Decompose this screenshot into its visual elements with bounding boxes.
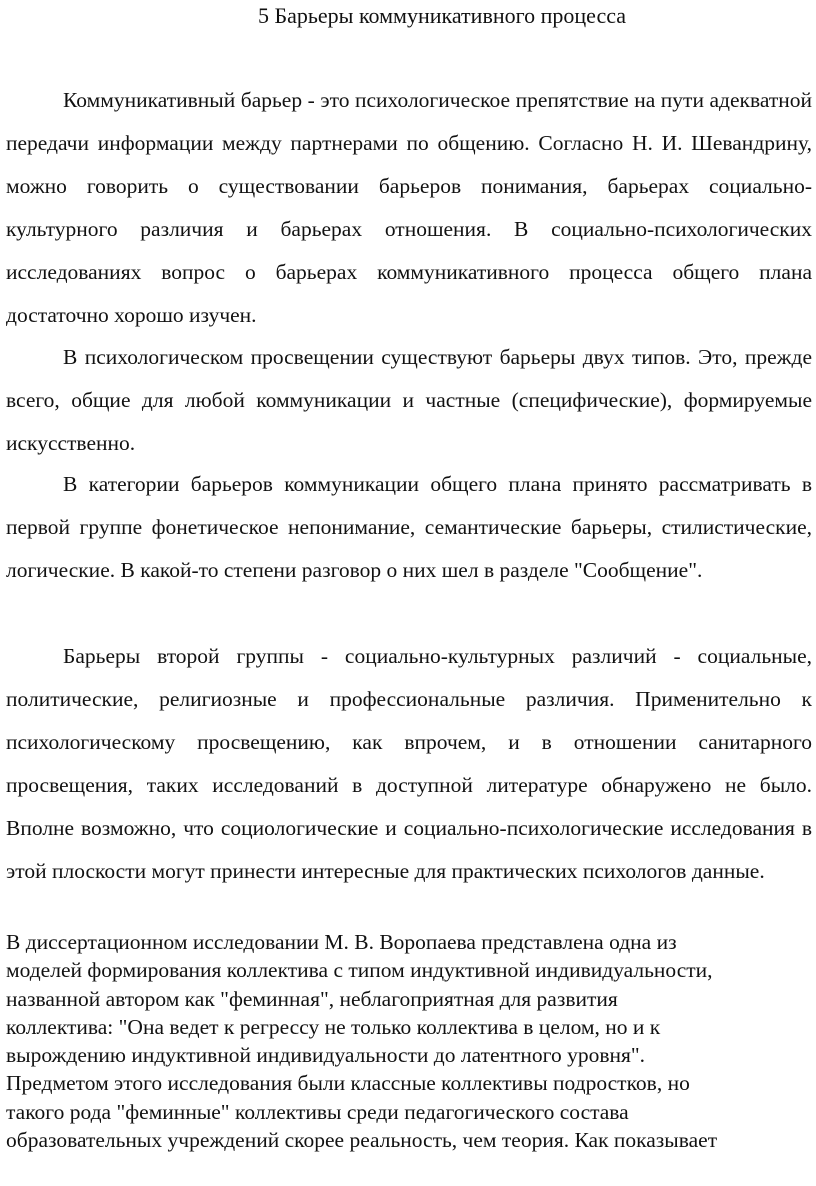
text-line: Предметом этого исследования были классные коллективы подростков, но	[6, 1071, 690, 1096]
text-line: коллектива: "Она ведет к регрессу не только коллектива в целом, но и к	[6, 1014, 661, 1039]
paragraph-general-barriers: В категории барьеров коммуникации общего плана принято рассматривать в первой группе фонетическое непонимание, семантические барьеры, стилистические, логические. В какой-то степени разговор о них шел в разделе "Сообщение".	[6, 472, 812, 582]
paragraph-sociocultural-barriers: Барьеры второй группы - социально-культурных различий - социальные, политические, религиозные и профессиональные различия. Применительно к психологическому просвещению, как впрочем, и в отношении санитарного просвещения, таких исследований в доступной литературе обнаружено не было. Вполне возможно, что социологические и социально-психологические исследования в этой плоскости могут принести интересные для практических психологов данные.	[6, 644, 812, 883]
text-line: вырождению индуктивной индивидуальности до латентного уровня".	[6, 1043, 646, 1068]
page-title: 5 Барьеры коммуникативного процесса	[257, 3, 627, 28]
text-line: такого рода "феминные" коллективы среди педагогического состава	[6, 1099, 629, 1124]
text-line: названной автором как "феминная", неблагоприятная для развития	[6, 986, 618, 1011]
paragraph-communicative-barrier: Коммуникативный барьер - это психологическое препятствие на пути адекватной передачи информации между партнерами по общению. Согласно Н. И. Шевандрину, можно говорить о существовании барьеров понимания, барьерах социально-культурного различия и барьерах отношения. В социально-психологических исследованиях вопрос о барьерах коммуникативного процесса общего плана достаточно хорошо изучен.	[6, 88, 812, 327]
text-line: образовательных учреждений скорее реальность, чем теория. Как показывает	[6, 1128, 718, 1153]
paragraph-barrier-types: В психологическом просвещении существуют барьеры двух типов. Это, прежде всего, общие для любой коммуникации и частные (специфические), формируемые искусственно.	[6, 345, 812, 455]
text-line: моделей формирования коллектива с типом индуктивной индивидуальности,	[6, 958, 713, 983]
dissertation-paragraph	[6, 928, 812, 1154]
text-line: В диссертационном исследовании М. В. Воропаева представлена одна из	[6, 930, 677, 954]
